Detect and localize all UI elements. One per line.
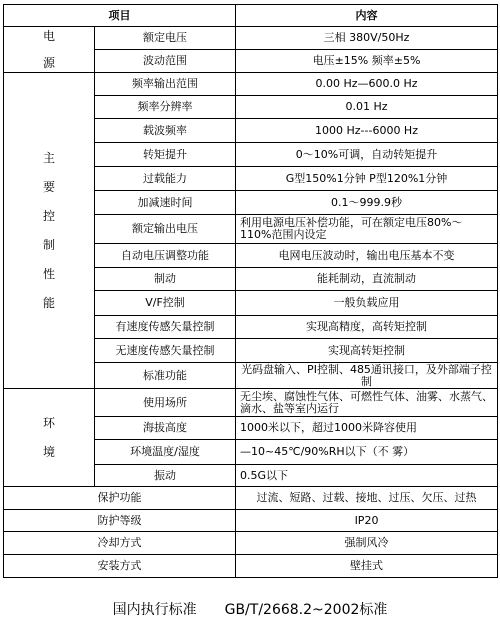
group-char: 环 — [42, 415, 55, 430]
row-label: 波动范围 — [95, 50, 236, 73]
group-char: 控 — [42, 208, 55, 223]
row-label: 频率输出范围 — [95, 73, 236, 96]
footer-standard: GB/T/2668.2~2002标准 — [224, 602, 388, 618]
row-label: 保护功能 — [4, 487, 236, 510]
row-value: —10~45℃/90%RH以下（不 雾） — [236, 440, 498, 465]
row-label: 标准功能 — [95, 363, 236, 389]
spec-table — [3, 4, 498, 578]
row-label: 无速度传感矢量控制 — [95, 339, 236, 363]
row-value: 0～10%可调，自动转矩提升 — [236, 143, 498, 167]
row-value: G型150%1分钟 P型120%1分钟 — [236, 167, 498, 191]
row-label: 额定输出电压 — [95, 215, 236, 244]
footer-label: 国内执行标准 — [112, 602, 197, 618]
group-char: 境 — [42, 444, 55, 459]
row-value: 无尘埃、腐蚀性气体、可燃性气体、油雾、水蒸气、滴水、盐等室内运行 — [236, 389, 498, 417]
row-label: 振动 — [95, 465, 236, 487]
standard-footer — [3, 597, 497, 623]
row-label: 过载能力 — [95, 167, 236, 191]
group-char: 电 — [42, 28, 55, 43]
row-value: 0.1～999.9秒 — [236, 191, 498, 215]
group-environment — [4, 389, 95, 487]
row-label: 自动电压调整功能 — [95, 244, 236, 268]
row-value: 实现高精度，高转矩控制 — [236, 316, 498, 339]
row-label: 转矩提升 — [95, 143, 236, 167]
row-value: 过流、短路、过载、接地、过压、欠压、过热 — [236, 487, 498, 510]
row-value: 能耗制动，直流制动 — [236, 268, 498, 291]
row-value: 1000 Hz---6000 Hz — [236, 119, 498, 143]
group-char: 要 — [42, 179, 55, 194]
row-value: 1000米以下，超过1000米降容使用 — [236, 417, 498, 440]
header-row — [4, 5, 498, 27]
row-label: 额定电压 — [95, 27, 236, 50]
table-row — [4, 510, 498, 532]
table-row — [4, 73, 498, 96]
row-value: 0.01 Hz — [236, 96, 498, 119]
row-value: 电压±15% 频率±5% — [236, 50, 498, 73]
row-label: 制动 — [95, 268, 236, 291]
row-value: 电网电压波动时，输出电压基本不变 — [236, 244, 498, 268]
row-label: V/F控制 — [95, 291, 236, 316]
group-char: 主 — [42, 150, 55, 165]
row-value: 壁挂式 — [236, 555, 498, 578]
row-value: 一般负载应用 — [236, 291, 498, 316]
group-char: 能 — [42, 295, 55, 310]
table-row — [4, 532, 498, 555]
row-value: 0.5G以下 — [236, 465, 498, 487]
group-char: 性 — [42, 266, 55, 281]
table-row — [4, 389, 498, 417]
row-label: 环境温度/湿度 — [95, 440, 236, 465]
row-label: 海拔高度 — [95, 417, 236, 440]
row-value: IP20 — [236, 510, 498, 532]
group-char: 制 — [42, 237, 55, 252]
group-control — [4, 73, 95, 389]
header-content: 内容 — [236, 5, 498, 27]
row-value: 0.00 Hz—600.0 Hz — [236, 73, 498, 96]
group-power — [4, 27, 95, 73]
row-label: 使用场所 — [95, 389, 236, 417]
row-label: 安装方式 — [4, 555, 236, 578]
table-row — [4, 487, 498, 510]
table-row — [4, 555, 498, 578]
row-label: 载波频率 — [95, 119, 236, 143]
row-label: 防护等级 — [4, 510, 236, 532]
row-label: 有速度传感矢量控制 — [95, 316, 236, 339]
row-value: 实现高转矩控制 — [236, 339, 498, 363]
row-value: 光码盘输入、PI控制、485通讯接口，及外部端子控制 — [236, 363, 498, 389]
row-value: 强制风冷 — [236, 532, 498, 555]
group-char: 源 — [42, 55, 55, 70]
table-row — [4, 27, 498, 50]
row-value: 利用电源电压补偿功能，可在额定电压80%～110%范围内设定 — [236, 215, 498, 244]
row-label: 冷却方式 — [4, 532, 236, 555]
row-label: 频率分辨率 — [95, 96, 236, 119]
row-label: 加减速时间 — [95, 191, 236, 215]
header-item: 项目 — [4, 5, 236, 27]
row-value: 三相 380V/50Hz — [236, 27, 498, 50]
